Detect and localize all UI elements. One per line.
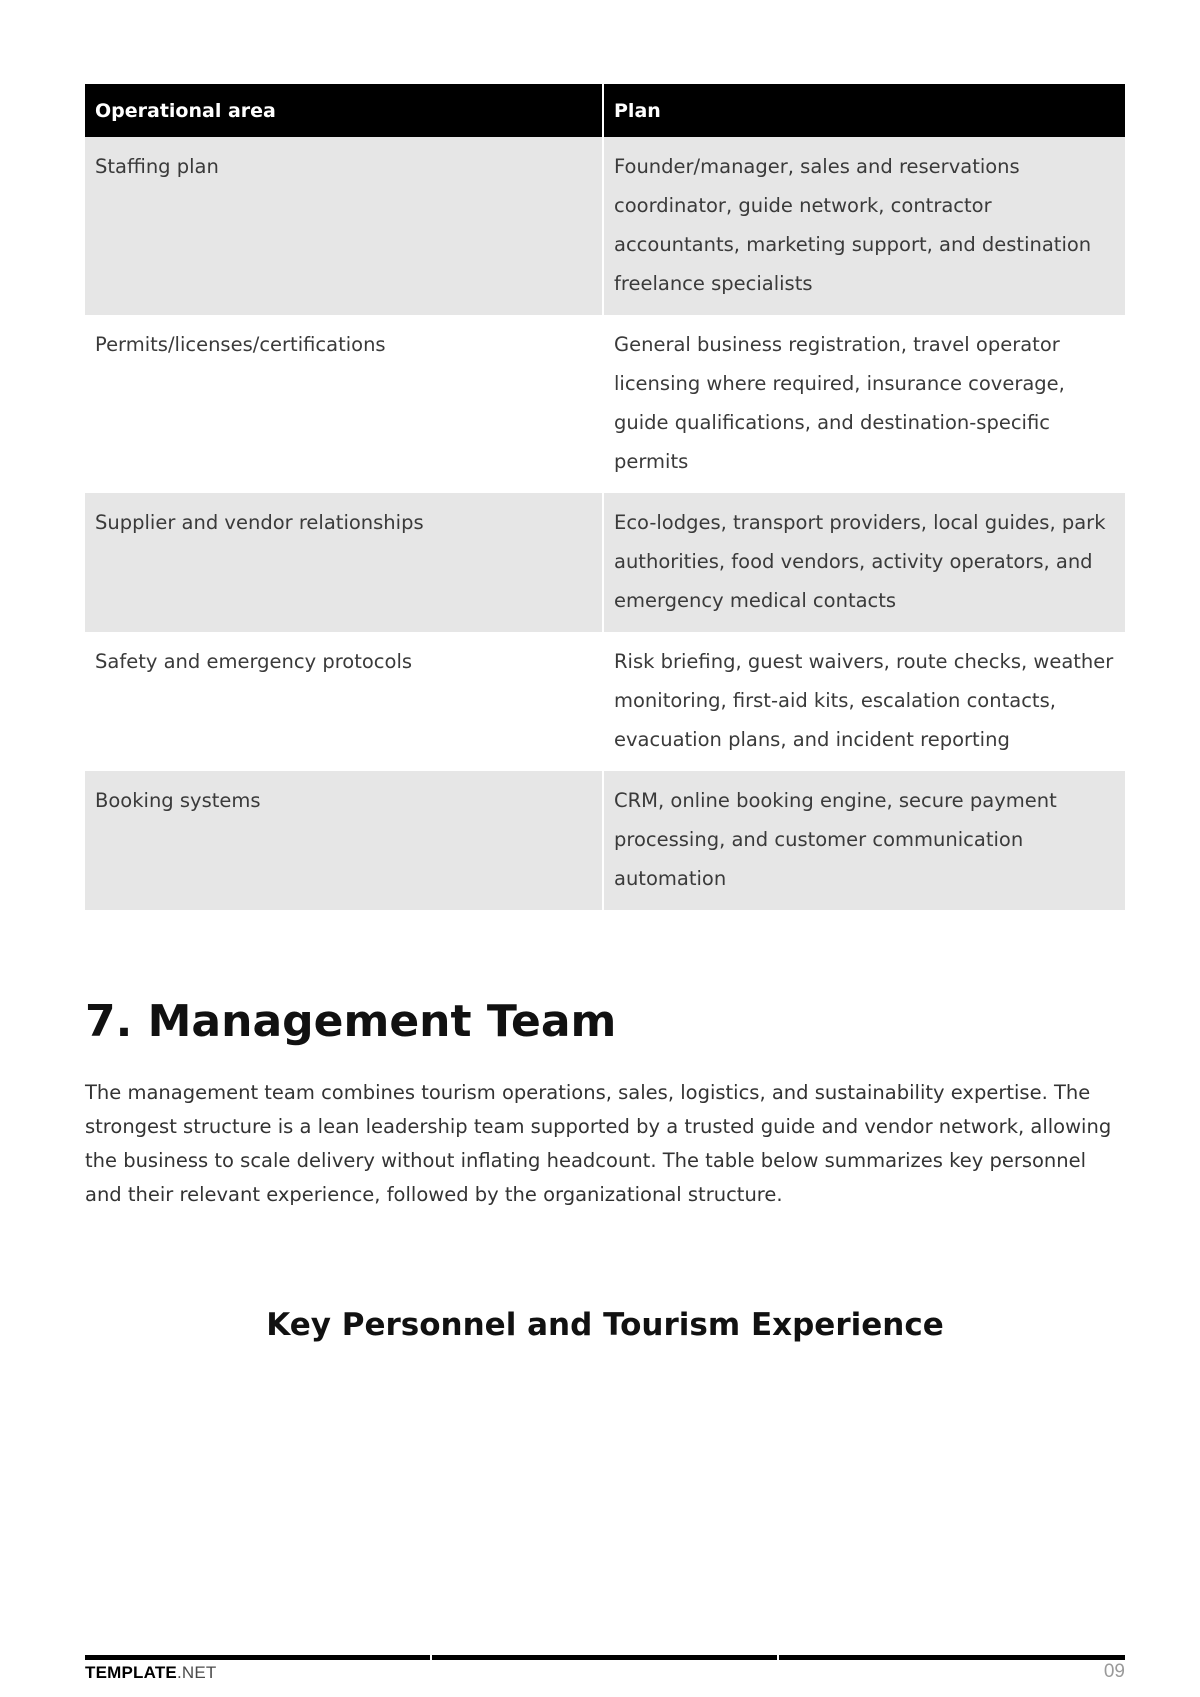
plan-cell: Risk briefing, guest waivers, route checks, weather monitoring, first-aid kits, escalation contacts, evacuation plans, and incident reporting: [603, 632, 1125, 771]
table-row: [85, 315, 1125, 493]
section-title: 7. Management Team: [85, 996, 617, 1047]
page-content: [85, 84, 1125, 1343]
plan-cell: Founder/manager, sales and reservations coordinator, guide network, contractor accountants, marketing support, and destination freelance specialists: [603, 137, 1125, 315]
table-row: [85, 632, 1125, 771]
footer-rule: [85, 1655, 430, 1660]
template-net-logo: [85, 1663, 216, 1683]
logo-brand-text: TEMPLATE: [85, 1663, 177, 1682]
logo-tld-text: .NET: [176, 1663, 217, 1682]
operational-area-cell: Staffing plan: [85, 137, 603, 315]
page-number: 09: [1103, 1661, 1125, 1682]
operational-area-cell: Permits/licenses/certifications: [85, 315, 603, 493]
column-header-operational-area: Operational area: [85, 84, 603, 137]
page-footer: [85, 1655, 1125, 1685]
operations-table: [85, 84, 1125, 910]
table-header-row: [85, 84, 1125, 137]
footer-rule: [779, 1655, 1125, 1660]
table-row: [85, 771, 1125, 910]
operational-area-cell: Safety and emergency protocols: [85, 632, 603, 771]
operational-area-cell: Booking systems: [85, 771, 603, 910]
footer-rule: [432, 1655, 777, 1660]
table-row: [85, 137, 1125, 315]
plan-cell: General business registration, travel operator licensing where required, insurance coverage, guide qualifications, and destination-specific permits: [603, 315, 1125, 493]
section-body-paragraph: The management team combines tourism operations, sales, logistics, and sustainability expertise. The strongest structure is a lean leadership team supported by a trusted guide and vendor network, allowing the business to scale delivery without inflating headcount. The table below summarizes key personnel and their relevant experience, followed by the organizational structure.: [85, 1081, 1112, 1207]
table-row: [85, 493, 1125, 632]
subheading-key-personnel: Key Personnel and Tourism Experience: [266, 1307, 944, 1344]
plan-cell: Eco-lodges, transport providers, local guides, park authorities, food vendors, activity operators, and emergency medical contacts: [603, 493, 1125, 632]
operational-area-cell: Supplier and vendor relationships: [85, 493, 603, 632]
plan-cell: CRM, online booking engine, secure payment processing, and customer communication automation: [603, 771, 1125, 910]
column-header-plan: Plan: [603, 84, 1125, 137]
